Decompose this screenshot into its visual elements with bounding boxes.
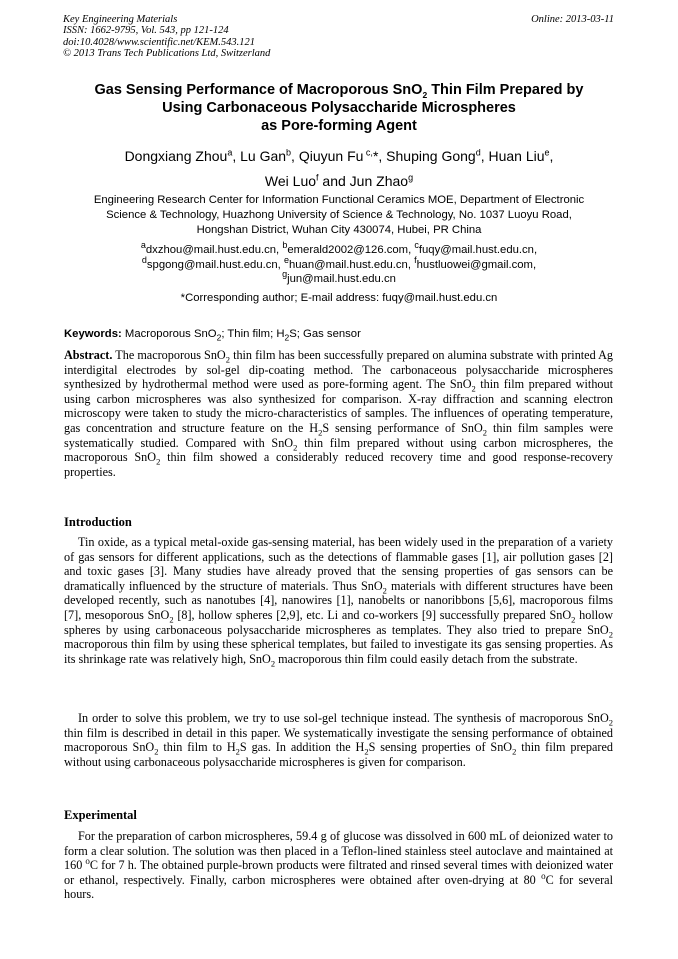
paragraph-text: thin film prepared without using carbonaceous polysaccharide microspheres is given for comparison. [64, 740, 613, 769]
subscript: 2 [608, 717, 613, 728]
author-name: Wei Luo [264, 173, 317, 189]
email-mark: g [282, 269, 288, 280]
paragraph-text: S gas. In addition the H [239, 740, 365, 755]
subscript: 2 [235, 746, 240, 757]
title-line-2: Using Carbonaceous Polysaccharide Microspheres [162, 100, 516, 116]
email-address: spgong@mail.hust.edu.cn, [146, 258, 284, 271]
doi: doi:10.4028/www.scientific.net/KEM.543.121 [63, 36, 255, 48]
email-address: emerald2002@126.com, [287, 244, 415, 256]
subscript: 2 [364, 746, 369, 757]
journal-header [63, 14, 270, 59]
email-address: dxzhou@mail.hust.edu.cn, [145, 244, 283, 256]
section-heading-introduction: Introduction [64, 515, 132, 529]
subscript: 2 [512, 746, 517, 757]
paragraph-text: For the preparation of carbon microspheres, 59.4 g of glucose was dissolved in 600 mL of deionized water to form a clear solution. The solution was then placed in a Teflon-lined stainless steel autoclave and maintained at 160 [64, 829, 613, 873]
email-address: hustluowei@gmail.com, [416, 258, 537, 271]
degree-superscript: o [85, 856, 90, 867]
subscript: 2 [482, 427, 488, 438]
title-line-1b: Thin Film Prepared by [427, 82, 584, 98]
abstract-text: thin film prepared without using carbon microspheres was also synthesized for comparison. X-ray diffraction and scanning electron microscopy were taken to study the micro-characteristics of samples. The influences of operating temperature, gas concentration and structure feature on the H [64, 377, 613, 435]
paragraph-text: materials with different structures have been developed recently, such as nanotubes [4], nanowires [1], nanobelts or nanoribbons [5,6], macroporous films [7], mesoporous SnO [64, 578, 613, 622]
abstract-text: thin film samples were systematically studied. Compared with SnO [64, 420, 613, 450]
author-name: , Huan Liu [480, 148, 545, 164]
affiliation-line: Engineering Research Center for Information Functional Ceramics MOE, Department of Electronic [93, 194, 585, 206]
abstract [64, 348, 613, 479]
author-affil-mark: b [286, 147, 292, 158]
experimental-paragraph-1 [64, 829, 613, 902]
keyword-text: Macroporous SnO [121, 328, 217, 340]
email-address: jun@mail.hust.edu.cn [287, 273, 396, 285]
subscript: 2 [571, 614, 576, 625]
subscript: 2 [216, 332, 222, 343]
keyword-text: S; Gas sensor [289, 328, 361, 340]
intro-paragraph-2 [64, 711, 613, 769]
title-line-1a: Gas Sensing Performance of Macroporous SnO [94, 82, 423, 98]
author-name: Dongxiang Zhou [124, 148, 228, 164]
title-subscript: 2 [422, 89, 428, 100]
author-affil-mark: d [475, 147, 481, 158]
paragraph-text: thin film to H [158, 740, 236, 755]
email-mark: f [414, 254, 417, 265]
subscript: 2 [608, 629, 613, 639]
email-address: fuqy@mail.hust.edu.cn, [418, 244, 538, 256]
keyword-text: ; Thin film; H [221, 328, 285, 340]
corresponding-star: * [372, 148, 379, 164]
intro-paragraph-1 [64, 535, 614, 669]
email-mark: d [141, 254, 147, 265]
author-list [50, 144, 628, 194]
email-mark: a [140, 240, 146, 251]
subscript: 2 [471, 383, 476, 394]
paragraph-text: C for 7 h. The obtained purple-brown products were filtrated and rinsed several times with deionized water or ethanol, respectively. Finally, carbon microspheres were obtained after oven-drying at 80 [64, 858, 614, 887]
author-affil-mark: f [316, 172, 319, 183]
author-name: and Jun Zhao [318, 173, 409, 189]
subscript: 2 [154, 746, 159, 757]
title-line-3: as Pore-forming Agent [261, 118, 417, 134]
paper-title [50, 81, 628, 135]
keywords-label: Keywords: [64, 328, 122, 340]
abstract-text: The macroporous SnO [112, 348, 226, 362]
paragraph-text: C for several hours. [64, 872, 613, 902]
author-name: , Shuping Gong [378, 148, 476, 164]
paragraph-text: S sensing properties of SnO [368, 740, 513, 755]
abstract-text: thin film showed a considerably reduced recovery time and good response-recovery properties. [64, 450, 613, 479]
copyright: © 2013 Trans Tech Publications Ltd, Switzerland [63, 47, 271, 59]
abstract-text: S sensing performance of SnO [322, 420, 483, 435]
subscript: 2 [156, 456, 161, 467]
author-separator: , [549, 148, 554, 164]
section-heading-experimental: Experimental [64, 808, 137, 822]
email-list [55, 240, 623, 287]
author-name: , Lu Gan [232, 148, 287, 164]
email-mark: e [283, 254, 289, 265]
journal-name: Key Engineering Materials [63, 14, 178, 25]
paragraph-text: In order to solve this problem, we try to use sol-gel technique instead. The synthesis of macroporous SnO [78, 711, 609, 725]
abstract-text: thin film prepared without using carbon microspheres, the macroporous SnO [64, 435, 613, 465]
paragraph-text: hollow spheres by using carbonaceous polysaccharide microspheres as templates. They also tried to prepare SnO [64, 607, 614, 637]
paragraph-text: macroporous thin film by using these spherical templates, but failed to investigate its gas sensing properties. As its shrinkage rate was relatively high, SnO [64, 637, 613, 666]
affiliation-line: Science & Technology, Huazhong University of Science & Technology, No. 1037 Luoyu Road, [106, 209, 572, 221]
paragraph-text: macroporous thin film could easily detach from the substrate. [275, 651, 578, 666]
paragraph-text: [8], hollow spheres [2,9], etc. Li and co-workers [9] successfully prepared SnO [173, 607, 572, 622]
author-affil-mark: e [544, 147, 550, 158]
author-affil-mark: a [227, 147, 233, 158]
subscript: 2 [270, 658, 276, 669]
email-mark: c [414, 240, 419, 251]
paragraph-text: thin film is described in detail in this paper. We systematically investigate the sensing performance of obtained macroporous SnO [64, 725, 613, 755]
abstract-label: Abstract. [64, 348, 113, 362]
subscript: 2 [318, 427, 323, 438]
subscript: 2 [293, 442, 298, 452]
subscript: 2 [382, 585, 387, 596]
online-date: Online: 2013-03-11 [531, 14, 614, 25]
author-affil-mark: g [408, 172, 414, 183]
paragraph-text: Tin oxide, as a typical metal-oxide gas-sensing material, has been widely used in the preparation of a variety of gas sensors for different applications, such as the detections of flammable gases [1], air pollution gases [2] and toxic gases [3]. Many studies have already proved that the sensing properties of gas sensors can be dramatically influenced by the structure of materials. Thus SnO [64, 535, 613, 593]
abstract-text: thin film has been successfully prepared on alumina substrate with printed Ag interdigital electrodes by sol-gel dip-coating method. The carbonaceous polysaccharide microspheres synthesized by hydrothermal method were used as pore-forming agent. The SnO [64, 348, 613, 392]
affiliation [55, 193, 623, 238]
author-name: , Qiuyun Fu [291, 148, 364, 164]
keywords [64, 328, 361, 343]
subscript: 2 [169, 614, 174, 625]
corresponding-author: *Corresponding author; E-mail address: fuqy@mail.hust.edu.cn [180, 292, 498, 304]
author-affil-mark: c, [363, 147, 373, 158]
degree-superscript: o [541, 870, 546, 881]
email-address: huan@mail.hust.edu.cn, [288, 258, 415, 271]
subscript: 2 [284, 332, 290, 343]
subscript: 2 [225, 354, 230, 365]
email-mark: b [282, 240, 288, 251]
issn: ISSN: 1662-9795, Vol. 543, pp 121-124 [63, 25, 229, 37]
affiliation-line: Hongshan District, Wuhan City 430074, Hubei, PR China [196, 224, 482, 236]
